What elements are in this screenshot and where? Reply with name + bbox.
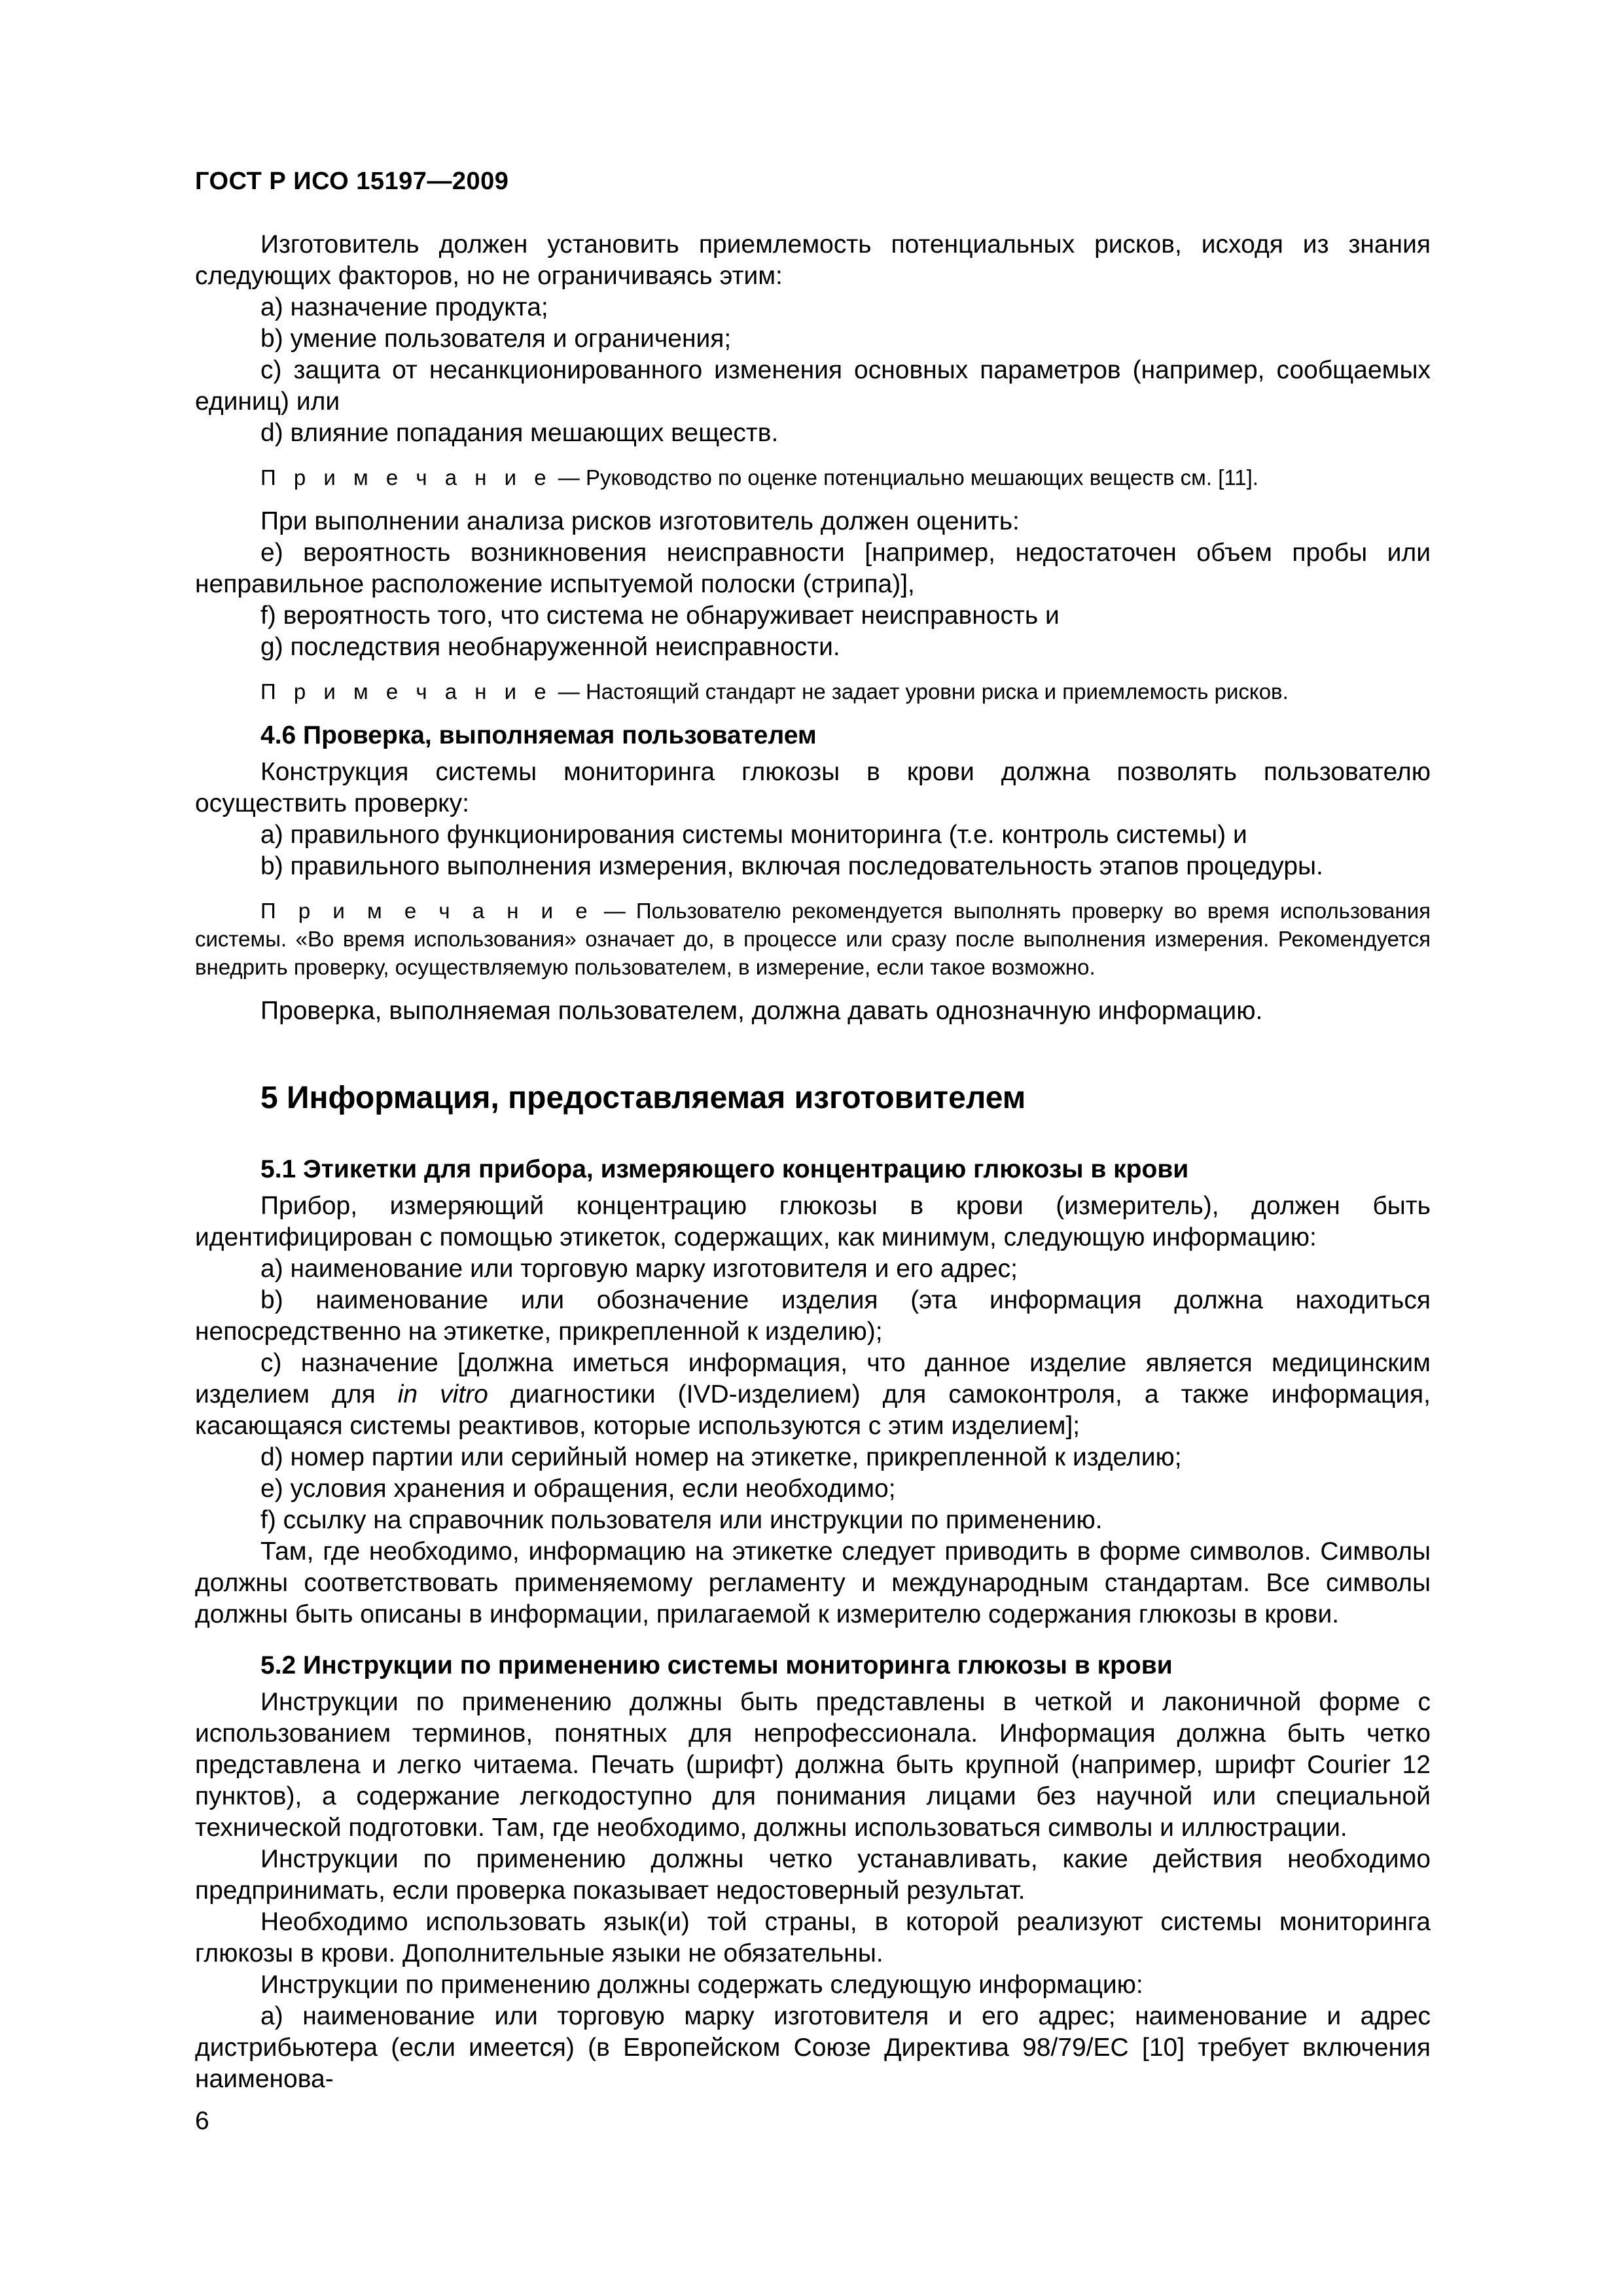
list-item: а) правильного функционирования системы мониторинга (т.е. контроль системы) и: [260, 821, 1247, 849]
section-heading-5-1: 5.1 Этикетки для прибора, измеряющего концентрацию глюкозы в крови: [260, 1155, 1189, 1183]
note: [195, 463, 1431, 492]
paragraph: Проверка, выполняемая пользователем, должна давать однозначную информацию.: [260, 997, 1263, 1025]
list-item: е) условия хранения и обращения, если необходимо;: [260, 1475, 896, 1503]
note-text: — Руководство по оценке потенциально мешающих веществ см. [11].: [552, 465, 1258, 490]
analysis-intro: При выполнении анализа рисков изготовитель должен оценить:: [260, 507, 1020, 535]
document-header: ГОСТ Р ИСО 15197—2009: [195, 168, 509, 195]
list-item-text: с) назначение [должна иметься информация, что данное изделие является медицинским изделием для: [195, 1349, 1431, 1408]
list-item-text: диагностики (IVD-изделием) для самоконтроля, а также информация, касающаяся системы реактивов, которые используются с этим изделием];: [195, 1380, 1431, 1440]
section-heading-5: 5 Информация, предоставляемая изготовителем: [260, 1081, 1026, 1115]
list-item: b) правильного выполнения измерения, включая последовательность этапов процедуры.: [260, 852, 1323, 880]
list-item: f) ссылку на справочник пользователя или инструкции по применению.: [260, 1506, 1103, 1534]
list-item: [195, 1348, 1431, 1442]
section-heading-5-2: 5.2 Инструкции по применению системы мониторинга глюкозы в крови: [260, 1651, 1173, 1679]
list-item: b) наименование или обозначение изделия (эта информация должна находиться непосредственно на этикетке, прикрепленной к изделию);: [195, 1286, 1431, 1346]
italic-term: in vitro: [397, 1380, 488, 1408]
spacer: [195, 1630, 1431, 1642]
list-item: f) вероятность того, что система не обнаруживает неисправность и: [260, 601, 1060, 630]
list-item: а) наименование или торговую марку изготовителя и его адрес; наименование и адрес дистрибьютера (если имеется) (в Европейском Союзе Директива 98/79/ЕС [10] требует включения наименова-: [195, 2002, 1431, 2093]
paragraph: Инструкции по применению должны содержать следующую информацию:: [260, 1971, 1143, 1999]
list-item: а) назначение продукта;: [260, 293, 548, 321]
paragraph: Конструкция системы мониторинга глюкозы в крови должна позволять пользователю осуществить проверку:: [195, 758, 1431, 817]
note: [195, 897, 1431, 981]
paragraph: Там, где необходимо, информацию на этикетке следует приводить в форме символов. Символы должны соответствовать применяемому регламенту и международным стандартам. Все символы должны быть описаны в информации, прилагаемой к измерителю содержания глюкозы в крови.: [195, 1537, 1431, 1628]
section-heading-4-6: 4.6 Проверка, выполняемая пользователем: [260, 721, 817, 749]
note: [195, 677, 1431, 706]
paragraph: Инструкции по применению должны быть представлены в четкой и лаконичной форме с использованием терминов, понятных для непрофессионала. Информация должна быть четко представлена и легко читаема. Печать (шрифт) должна быть крупной (например, шрифт Courier 12 пунктов), а содержание легкодоступно для понимания лицами без научной или специальной технической подготовки. Там, где необходимо, должны использоваться символы и иллюстрации.: [195, 1688, 1431, 1842]
list-item: с) защита от несанкционированного изменения основных параметров (например, сообщаемых единиц) или: [195, 356, 1431, 416]
document-body: [195, 229, 1431, 2095]
risk-intro: Изготовитель должен установить приемлемость потенциальных рисков, исходя из знания следующих факторов, но не ограничиваясь этим:: [195, 230, 1431, 290]
paragraph: Необходимо использовать язык(и) той страны, в которой реализуют системы мониторинга глюкозы в крови. Дополнительные языки не обязательны.: [195, 1908, 1431, 1967]
list-item: d) влияние попадания мешающих веществ.: [260, 419, 779, 447]
paragraph: Инструкции по применению должны четко устанавливать, какие действия необходимо предпринимать, если проверка показывает недостоверный результат.: [195, 1845, 1431, 1905]
list-item: е) вероятность возникновения неисправности [например, недостаточен объем пробы или неправильное расположение испытуемой полоски (стрипа)],: [195, 539, 1431, 598]
note-text: — Настоящий стандарт не задает уровни риска и приемлемость рисков.: [552, 679, 1289, 704]
note-label: П р и м е ч а н и е: [260, 679, 552, 704]
list-item: g) последствия необнаруженной неисправности.: [260, 633, 840, 661]
list-item: а) наименование или торговую марку изготовителя и его адрес;: [260, 1255, 1018, 1283]
list-item: b) умение пользователя и ограничения;: [260, 325, 732, 353]
paragraph: Прибор, измеряющий концентрацию глюкозы в крови (измеритель), должен быть идентифицирован с помощью этикеток, содержащих, как минимум, следующую информацию:: [195, 1192, 1431, 1251]
page-number: 6: [195, 2107, 209, 2135]
note-label: П р и м е ч а н и е: [260, 899, 594, 923]
note-text: — Пользователю рекомендуется выполнять проверку во время использования системы. «Во время использования» означает до, в процессе или сразу после выполнения измерения. Рекомендуется внедрить проверку, осуществляемую пользователем, в измерение, если такое возможно.: [195, 899, 1431, 979]
note-label: П р и м е ч а н и е: [260, 465, 552, 490]
list-item: d) номер партии или серийный номер на этикетке, прикрепленной к изделию;: [260, 1443, 1182, 1471]
